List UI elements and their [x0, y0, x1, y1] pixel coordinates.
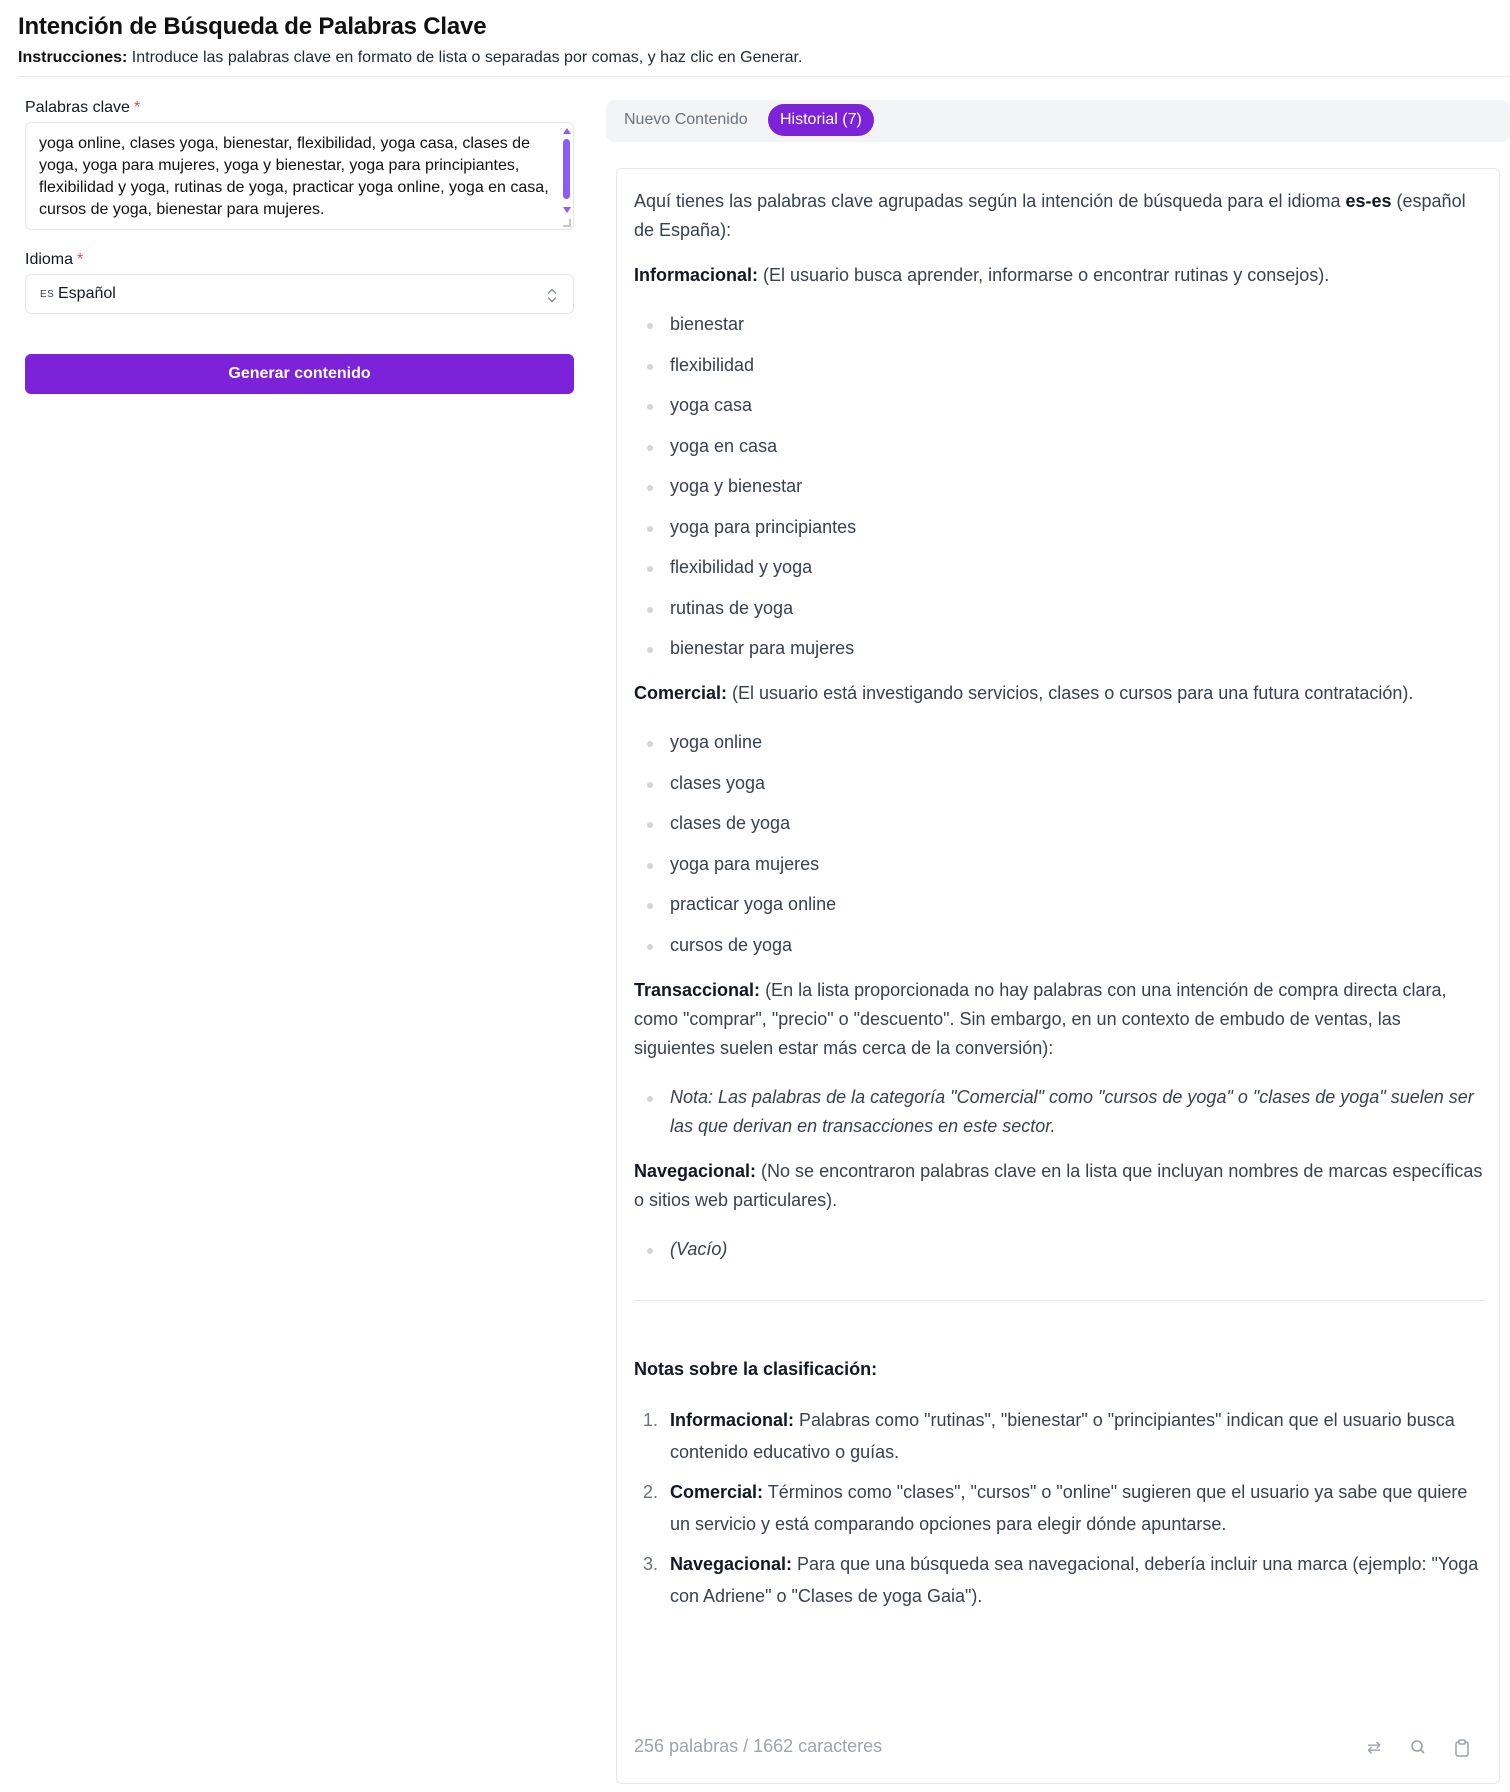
list-item: yoga online — [634, 728, 1484, 757]
commercial-list — [634, 728, 1484, 960]
informational-heading: Informacional: (El usuario busca aprender, informarse o encontrar rutinas y consejos). — [634, 265, 1330, 285]
textarea-scrollbar[interactable] — [561, 125, 571, 227]
instructions — [18, 48, 1510, 68]
list-item: flexibilidad — [634, 351, 1484, 380]
header — [18, 12, 1510, 68]
language-flag-icon: ES — [40, 289, 55, 300]
result-content — [634, 187, 1484, 1620]
commercial-heading: Comercial: (El usuario está investigando servicios, clases o cursos para una futura contratación). — [634, 683, 1414, 703]
required-mark: * — [133, 99, 141, 116]
required-mark: * — [77, 251, 84, 268]
transactional-list — [634, 1083, 1484, 1141]
list-item: yoga para principiantes — [634, 513, 1484, 542]
language-select[interactable] — [25, 274, 574, 314]
scrollbar-thumb[interactable] — [563, 139, 570, 199]
swap-icon[interactable]: ⇄ — [1366, 1738, 1382, 1757]
clipboard-icon[interactable] — [1453, 1739, 1471, 1757]
input-form — [25, 98, 574, 394]
navigational-heading: Navegacional: (No se encontraron palabras clave en la lista que incluyan nombres de marcas específicas o sitios web particulares). — [634, 1160, 1483, 1210]
instructions-text: Introduce las palabras clave en formato de lista o separadas por comas, y haz clic en Generar. — [127, 49, 803, 66]
language-value: Español — [58, 285, 116, 302]
resize-grip-icon[interactable] — [563, 219, 571, 227]
scroll-up-arrow-icon[interactable] — [563, 128, 571, 134]
list-item: bienestar — [634, 310, 1484, 339]
instructions-label: Instrucciones: — [18, 49, 128, 66]
list-item: 3. Navegacional: Para que una búsqueda sea navegacional, debería incluir una marca (ejemplo: "Yoga con Adriene" o "Clases de yoga Gaia"). — [643, 1553, 1479, 1606]
search-icon[interactable] — [1409, 1739, 1427, 1757]
generate-button[interactable]: Generar contenido — [25, 354, 574, 394]
header-divider — [18, 76, 1510, 77]
list-item: yoga casa — [634, 391, 1484, 420]
notes-title: Notas sobre la clasificación: — [634, 1358, 878, 1379]
list-item: 2. Comercial: Términos como "clases", "cursos" o "online" sugieren que el usuario ya sabe que quiere un servicio y está comparando opciones para elegir dónde apuntarse. — [643, 1481, 1468, 1534]
tab-new-content[interactable]: Nuevo Contenido — [624, 111, 748, 128]
page-title: Intención de Búsqueda de Palabras Clave — [18, 13, 487, 40]
list-item: (Vacío) — [634, 1235, 1484, 1264]
tab-bar — [606, 100, 1510, 142]
list-item: clases de yoga — [634, 809, 1484, 838]
list-item: practicar yoga online — [634, 890, 1484, 919]
transactional-heading: Transaccional: (En la lista proporcionada no hay palabras con una intención de compra directa clara, como "comprar", "precio" o "descuento". Sin embargo, en un contexto de embudo de ventas, las siguientes suelen estar más cerca de la conversión): — [634, 979, 1447, 1058]
tab-history[interactable]: Historial (7) — [768, 104, 874, 136]
navigational-list — [634, 1235, 1484, 1264]
informational-list — [634, 310, 1484, 663]
language-label: Idioma * — [25, 251, 84, 268]
list-item: cursos de yoga — [634, 931, 1484, 960]
section-divider — [634, 1300, 1484, 1301]
scroll-down-arrow-icon[interactable] — [563, 207, 571, 213]
intro-paragraph: Aquí tienes las palabras clave agrupadas según la intención de búsqueda para el idioma es-es (español de España): — [634, 191, 1466, 240]
word-count: 256 palabras / 1662 caracteres — [634, 1736, 883, 1756]
list-item: yoga para mujeres — [634, 850, 1484, 879]
result-actions — [1365, 1739, 1471, 1757]
list-item: flexibilidad y yoga — [634, 553, 1484, 582]
keywords-value[interactable]: yoga online, clases yoga, bienestar, flexibilidad, yoga casa, clases de yoga, yoga para mujeres, yoga y bienestar, yoga para principiantes, flexibilidad y yoga, rutinas de yoga, practicar yoga online, yoga en casa, cursos de yoga, bienestar para mujeres. — [39, 135, 549, 218]
list-item: yoga en casa — [634, 432, 1484, 461]
list-item: Nota: Las palabras de la categoría "Comercial" como "cursos de yoga" o "clases de yoga" suelen ser las que derivan en transacciones en este sector. — [634, 1083, 1484, 1141]
keywords-textarea[interactable] — [25, 122, 574, 230]
list-item: 1. Informacional: Palabras como "rutinas", "bienestar" o "principiantes" indican que el usuario busca contenido educativo o guías. — [643, 1409, 1455, 1462]
list-item: rutinas de yoga — [634, 594, 1484, 623]
notes-list — [634, 1404, 1484, 1612]
select-chevron-icon — [547, 287, 557, 303]
result-card — [616, 168, 1500, 1784]
list-item: yoga y bienestar — [634, 472, 1484, 501]
keywords-label: Palabras clave * — [25, 99, 141, 116]
list-item: bienestar para mujeres — [634, 634, 1484, 663]
list-item: clases yoga — [634, 769, 1484, 798]
